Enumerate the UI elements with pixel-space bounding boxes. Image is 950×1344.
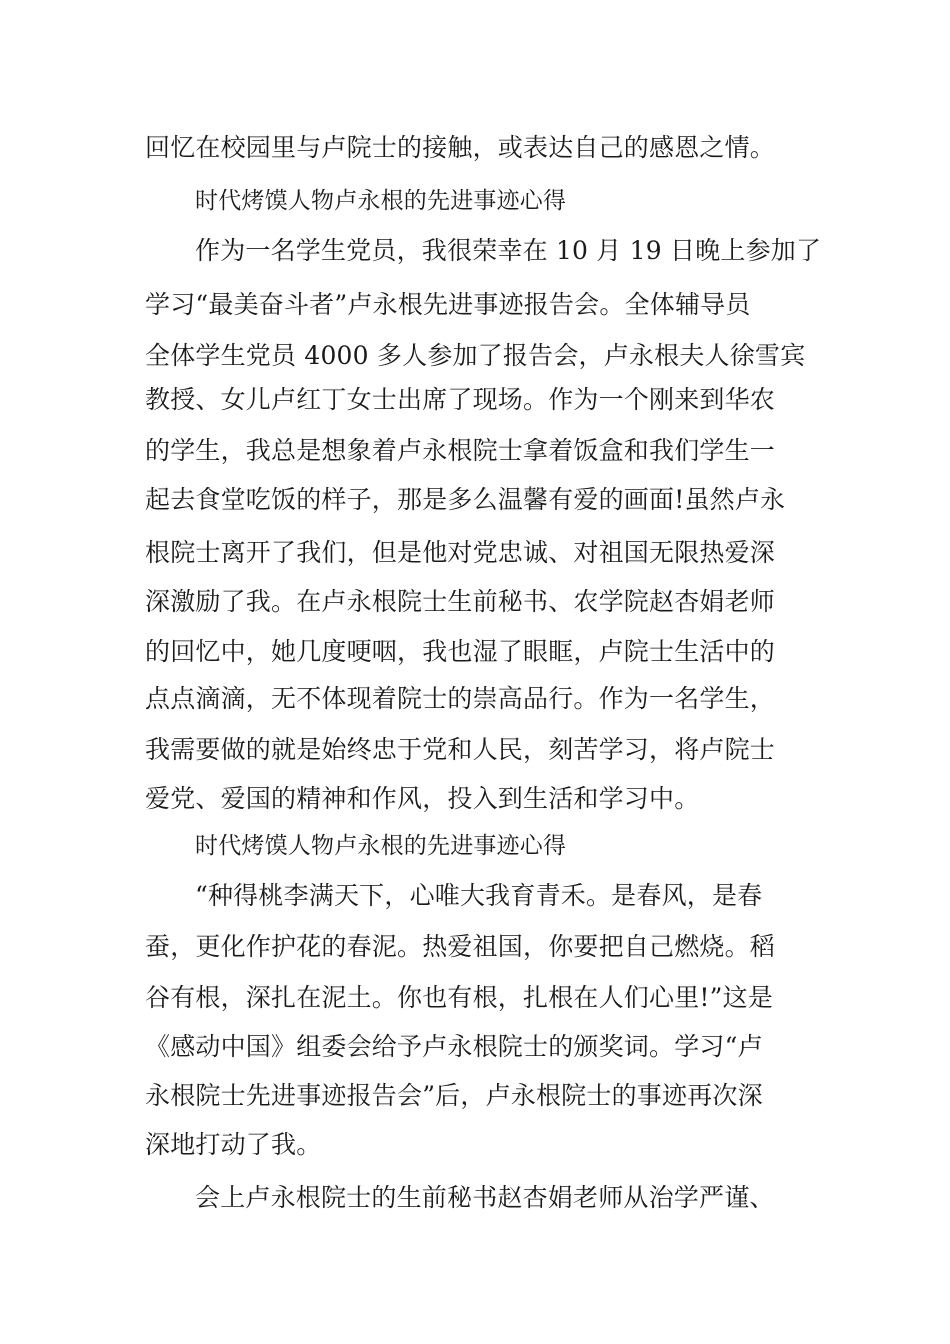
- text-line: 学习“最美奋斗者”卢永根先进事迹报告会。全体辅导员: [145, 290, 751, 319]
- text-line: 深激励了我。在卢永根院士生前秘书、农学院赵杏娟老师: [145, 587, 776, 616]
- text-line: 点点滴滴，无不体现着院士的崇高品行。作为一名学生，: [145, 684, 776, 713]
- section-heading: 时代烤馍人物卢永根的先进事迹心得: [195, 188, 567, 214]
- text-line: 起去食堂吃饭的样子，那是多么温馨有爱的画面!虽然卢永: [145, 485, 786, 514]
- text-line: 回忆在校园里与卢院士的接触，或表达自己的感恩之情。: [145, 133, 776, 162]
- text-line: 蚕，更化作护花的春泥。热爱祖国，你要把自己燃烧。稻: [145, 932, 776, 961]
- text-line: 谷有根，深扎在泥土。你也有根，扎根在人们心里!”这是: [145, 983, 774, 1012]
- text-line: 全体学生党员 4000 多人参加了报告会，卢永根夫人徐雪宾: [145, 341, 806, 370]
- section-heading: 时代烤馍人物卢永根的先进事迹心得: [195, 833, 567, 859]
- paragraph-first-line: 会上卢永根院士的生前秘书赵杏娟老师从治学严谨、: [195, 1183, 775, 1212]
- text-line: 永根院士先进事迹报告会”后，卢永根院士的事迹再次深: [145, 1081, 763, 1110]
- text-line: 教授、女儿卢红丁女士出席了现场。作为一个刚来到华农: [145, 385, 776, 414]
- text-line: 我需要做的就是始终忠于党和人民，刻苦学习，将卢院士: [145, 735, 776, 764]
- text-line: 《感动中国》组委会给予卢永根院士的颁奖词。学习“卢: [145, 1032, 763, 1061]
- text-line: 根院士离开了我们，但是他对党忠诚、对祖国无限热爱深: [145, 538, 776, 567]
- text-line: 的回忆中，她几度哽咽，我也湿了眼眶，卢院士生活中的: [145, 637, 776, 666]
- text-line: 爱党、爱国的精神和作风，投入到生活和学习中。: [145, 784, 700, 813]
- text-line: 深地打动了我。: [145, 1130, 322, 1159]
- paragraph-first-line: “种得桃李满天下，心唯大我育青禾。是春风，是春: [195, 881, 763, 910]
- paragraph-first-line: 作为一名学生党员，我很荣幸在 10 月 19 日晚上参加了: [195, 236, 822, 265]
- text-line: 的学生，我总是想象着卢永根院士拿着饭盒和我们学生一: [145, 436, 776, 465]
